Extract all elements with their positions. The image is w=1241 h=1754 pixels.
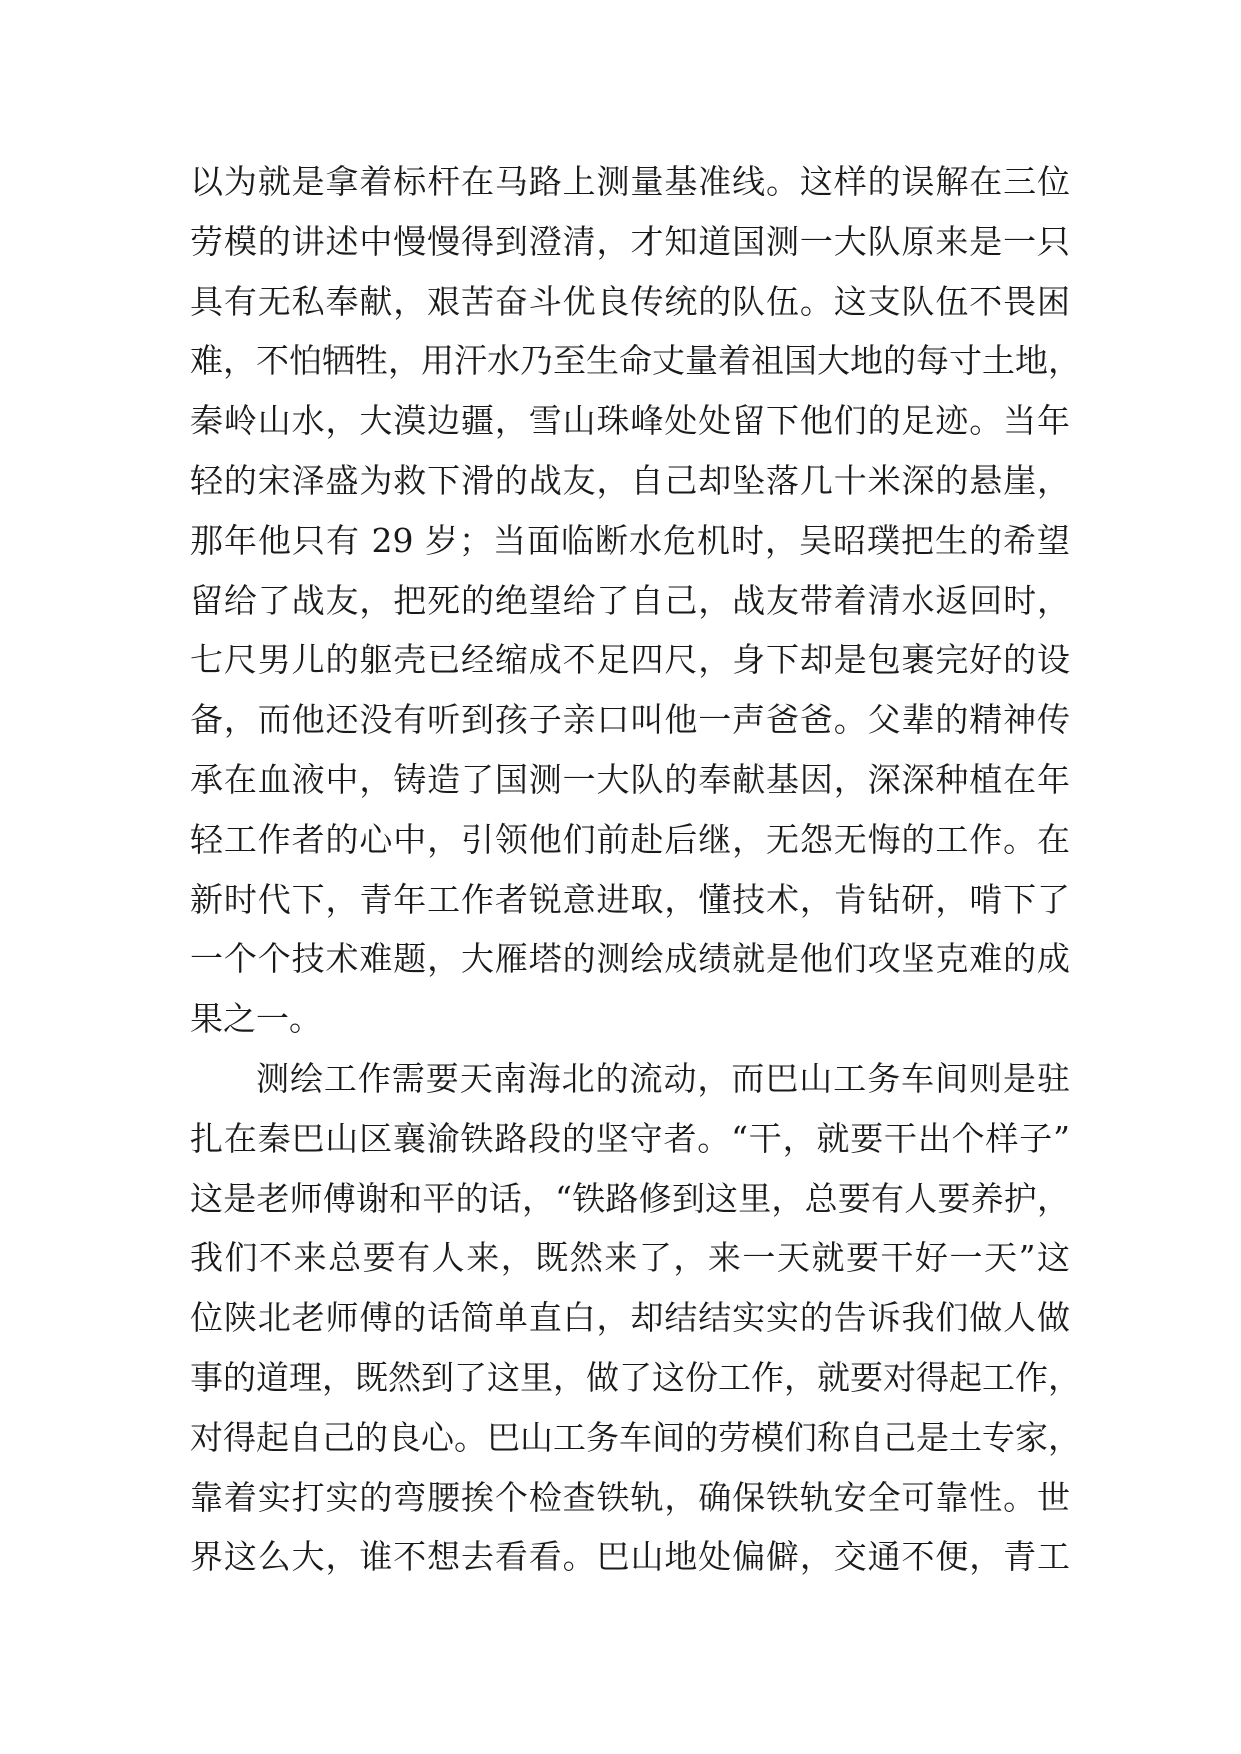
text-line: 七尺男儿的躯壳已经缩成不足四尺，身下却是包裹完好的设 [190, 640, 1070, 680]
text-line: 靠着实打实的弯腰挨个检查铁轨，确保铁轨安全可靠性。世 [190, 1477, 1070, 1517]
text-line: 新时代下，青年工作者锐意进取，懂技术，肯钻研，啃下了 [190, 879, 1070, 919]
text-line: 难，不怕牺牲，用汗水乃至生命丈量着祖国大地的每寸土地， [190, 341, 1081, 381]
text-line: 扎在秦巴山区襄渝铁路段的坚守者。“干，就要干出个样子” [190, 1118, 1070, 1158]
text-line: 位陕北老师傅的话简单直白，却结结实实的告诉我们做人做 [190, 1298, 1070, 1338]
paragraph-start-line: 测绘工作需要天南海北的流动，而巴山工务车间则是驻 [256, 1058, 1070, 1098]
text-line: 轻的宋泽盛为救下滑的战友，自己却坠落几十米深的悬崖， [190, 460, 1070, 500]
text-line: 事的道理，既然到了这里，做了这份工作，就要对得起工作， [190, 1357, 1081, 1397]
text-line: 以为就是拿着标杆在马路上测量基准线。这样的误解在三位 [190, 162, 1070, 201]
text-line: 界这么大，谁不想去看看。巴山地处偏僻，交通不便，青工 [190, 1537, 1070, 1577]
text-line: 一个个技术难题，大雁塔的测绘成绩就是他们攻坚克难的成 [190, 939, 1070, 979]
text-line: 具有无私奉献，艰苦奋斗优良传统的队伍。这支队伍不畏困 [190, 281, 1070, 321]
body-text [190, 152, 1081, 1587]
text-line: 我们不来总要有人来，既然来了，来一天就要干好一天”这 [190, 1238, 1070, 1278]
text-line: 备，而他还没有听到孩子亲口叫他一声爸爸。父辈的精神传 [190, 700, 1070, 740]
text-line: 轻工作者的心中，引领他们前赴后继，无怨无悔的工作。在 [190, 819, 1070, 859]
text-line: 这是老师傅谢和平的话，“铁路修到这里，总要有人要养护， [190, 1178, 1070, 1218]
text-line: 那年他只有 29 岁；当面临断水危机时，吴昭璞把生的希望 [190, 520, 1070, 560]
text-line: 承在血液中，铸造了国测一大队的奉献基因，深深种植在年 [190, 759, 1070, 799]
text-line: 秦岭山水，大漠边疆，雪山珠峰处处留下他们的足迹。当年 [190, 401, 1070, 441]
text-line: 果之一。 [190, 999, 322, 1039]
text-line: 对得起自己的良心。巴山工务车间的劳模们称自己是土专家， [190, 1417, 1081, 1457]
text-line: 留给了战友，把死的绝望给了自己，战友带着清水返回时， [190, 580, 1070, 620]
text-line: 劳模的讲述中慢慢得到澄清，才知道国测一大队原来是一只 [190, 221, 1070, 261]
